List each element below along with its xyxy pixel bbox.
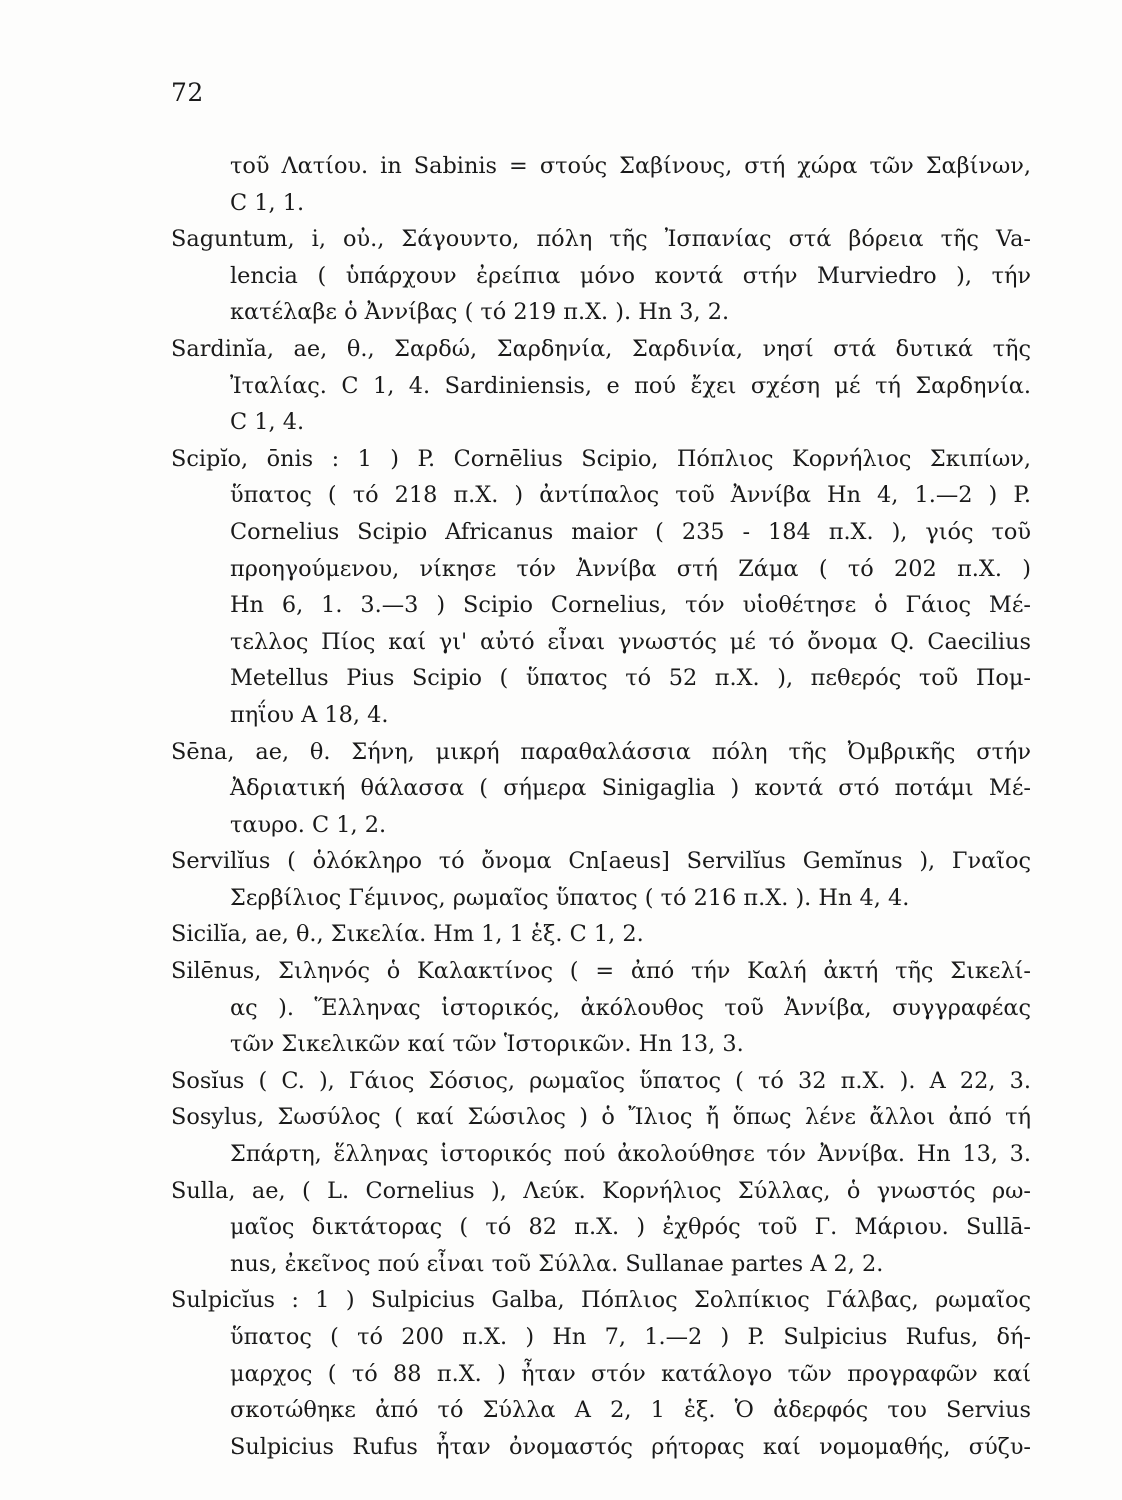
text-line [171, 990, 1031, 1027]
line-text: πηΐου A 18, 4. [230, 701, 389, 728]
line-text: Sardinĭa, ae, θ., Σαρδώ, Σαρδηνία, Σαρδινία, νησί στά δυτικά τῆς [171, 335, 1031, 362]
text-line [171, 1282, 1031, 1319]
line-text: Sulpicĭus : 1 ) Sulpicius Galba, Πόπλιος Σολπίκιος Γάλβας, ρωμαῖος [171, 1287, 1031, 1314]
line-text: Sulpicius Rufus ἦταν ὀνομαστός ρήτορας καί νομομαθής, σύζυ- [230, 1433, 1031, 1460]
line-text: Σερβίλιος Γέμινος, ρωμαῖος ὕπατος ( τό 216 π.Χ. ). Hn 4, 4. [230, 884, 910, 911]
text-line [171, 441, 1031, 478]
text-line [171, 734, 1031, 771]
line-text: Σπάρτη, ἕλληνας ἱστορικός πού ἀκολούθησε τόν Ἀννίβα. Hn 13, 3. [230, 1141, 1031, 1168]
text-line [171, 368, 1031, 405]
line-text: C 1, 4. [230, 409, 305, 436]
text-line [171, 1099, 1031, 1136]
text-line [171, 1246, 1031, 1283]
line-text: Sosĭus ( C. ), Γάιος Σόσιος, ρωμαῖος ὕπατος ( τό 32 π.Χ. ). A 22, 3. [171, 1067, 1031, 1094]
text-line [171, 404, 1031, 441]
line-text: Servilĭus ( ὁλόκληρο τό ὄνομα Cn[aeus] Servilĭus Gemĭnus ), Γναῖος [171, 848, 1031, 875]
line-text: προηγούμενου, νίκησε τόν Ἀννίβα στή Ζάμα ( τό 202 π.Χ. ) [230, 555, 1031, 582]
line-text: τοῦ Λατίου. in Sabinis = στούς Σαβίνους, στή χώρα τῶν Σαβίνων, [230, 153, 1031, 179]
line-text: Ἰταλίας. C 1, 4. Sardiniensis, e πού ἔχει σχέση μέ τή Σαρδηνία. [230, 372, 1031, 399]
text-line [171, 221, 1031, 258]
text-line [171, 1209, 1031, 1246]
line-text: τῶν Σικελικῶν καί τῶν Ἱστορικῶν. Hn 13, 3. [230, 1031, 744, 1058]
text-line [171, 953, 1031, 990]
text-line [171, 1429, 1031, 1466]
text-line [171, 624, 1031, 661]
text-line [171, 185, 1031, 222]
text-line [171, 1026, 1031, 1063]
line-text: Saguntum, i, οὐ., Σάγουντο, πόλη τῆς Ἰσπανίας στά βόρεια τῆς Va- [171, 226, 1031, 253]
line-text: κατέλαβε ὁ Ἀννίβας ( τό 219 π.Χ. ). Hn 3, 2. [230, 299, 730, 326]
line-text: ὕπατος ( τό 218 π.Χ. ) ἀντίπαλος τοῦ Ἀννίβα Hn 4, 1.—2 ) P. [230, 482, 1031, 509]
line-text: Metellus Pius Scipio ( ὕπατος τό 52 π.Χ. ), πεθερός τοῦ Πομ- [230, 665, 1031, 692]
glossary-entries [171, 148, 1031, 1465]
text-line [171, 916, 1031, 953]
line-text: Ἀδριατική θάλασσα ( σήμερα Sinigaglia ) κοντά στό ποτάμι Μέ- [230, 775, 1031, 802]
line-text: ταυρο. C 1, 2. [230, 811, 387, 838]
line-text: μαῖος δικτάτορας ( τό 82 π.Χ. ) ἐχθρός τοῦ Γ. Μάριου. Sullā- [230, 1214, 1031, 1241]
text-line [171, 587, 1031, 624]
text-line [171, 770, 1031, 807]
text-line [171, 551, 1031, 588]
line-text: Sicilĭa, ae, θ., Σικελία. Hm 1, 1 ἑξ. C 1, 2. [171, 921, 644, 948]
line-text: μαρχος ( τό 88 π.Χ. ) ἦταν στόν κατάλογο τῶν προγραφῶν καί [230, 1360, 1031, 1387]
text-line [171, 1319, 1031, 1356]
text-line [171, 1063, 1031, 1100]
text-line [171, 660, 1031, 697]
line-text: Silēnus, Σιληνός ὁ Καλακτίνος ( = ἀπό τήν Καλή ἀκτή τῆς Σικελί- [171, 958, 1031, 985]
line-text: Sulla, ae, ( L. Cornelius ), Λεύκ. Κορνήλιος Σύλλας, ὁ γνωστός ρω- [171, 1177, 1031, 1204]
text-line [171, 514, 1031, 551]
line-text: C 1, 1. [230, 189, 305, 216]
text-line [171, 697, 1031, 734]
text-line [171, 807, 1031, 844]
line-text: Sosylus, Σωσύλος ( καί Σώσιλος ) ὁ Ἴλιος ἤ ὅπως λένε ἄλλοι ἀπό τή [171, 1104, 1031, 1131]
text-line [171, 331, 1031, 368]
line-text: ας ). Ἕλληνας ἱστορικός, ἀκόλουθος τοῦ Ἀννίβα, συγγραφέας [230, 994, 1031, 1021]
line-text: nus, ἐκεῖνος πού εἶναι τοῦ Σύλλα. Sullanae partes A 2, 2. [230, 1250, 884, 1277]
text-line [171, 1173, 1031, 1210]
text-line [171, 1392, 1031, 1429]
line-text: ὕπατος ( τό 200 π.Χ. ) Hn 7, 1.—2 ) P. Sulpicius Rufus, δή- [230, 1324, 1031, 1350]
line-text: τελλος Πίος καί γι' αὐτό εἶναι γνωστός μέ τό ὄνομα Q. Caecilius [230, 628, 1031, 655]
line-text: σκοτώθηκε ἀπό τό Σύλλα A 2, 1 ἑξ. Ὁ ἀδερφός του Servius [230, 1397, 1031, 1424]
text-line [171, 477, 1031, 514]
text-line [171, 148, 1031, 185]
page-number: 72 [171, 78, 204, 107]
text-line [171, 1136, 1031, 1173]
line-text: Sēna, ae, θ. Σήνη, μικρή παραθαλάσσια πόλη τῆς Ὀμβρικῆς στήν [171, 738, 1031, 765]
text-line [171, 294, 1031, 331]
line-text: Hn 6, 1. 3.—3 ) Scipio Cornelius, τόν υἱοθέτησε ὁ Γάιος Μέ- [230, 592, 1031, 619]
text-line [171, 1356, 1031, 1393]
text-line [171, 843, 1031, 880]
line-text: lencia ( ὑπάρχουν ἐρείπια μόνο κοντά στήν Murviedro ), τήν [230, 262, 1031, 289]
line-text: Cornelius Scipio Africanus maior ( 235 - 184 π.Χ. ), γιός τοῦ [230, 518, 1031, 545]
text-line [171, 880, 1031, 917]
text-line [171, 258, 1031, 295]
line-text: Scipĭo, ōnis : 1 ) P. Cornēlius Scipio, Πόπλιος Κορνήλιος Σκιπίων, [171, 445, 1031, 472]
